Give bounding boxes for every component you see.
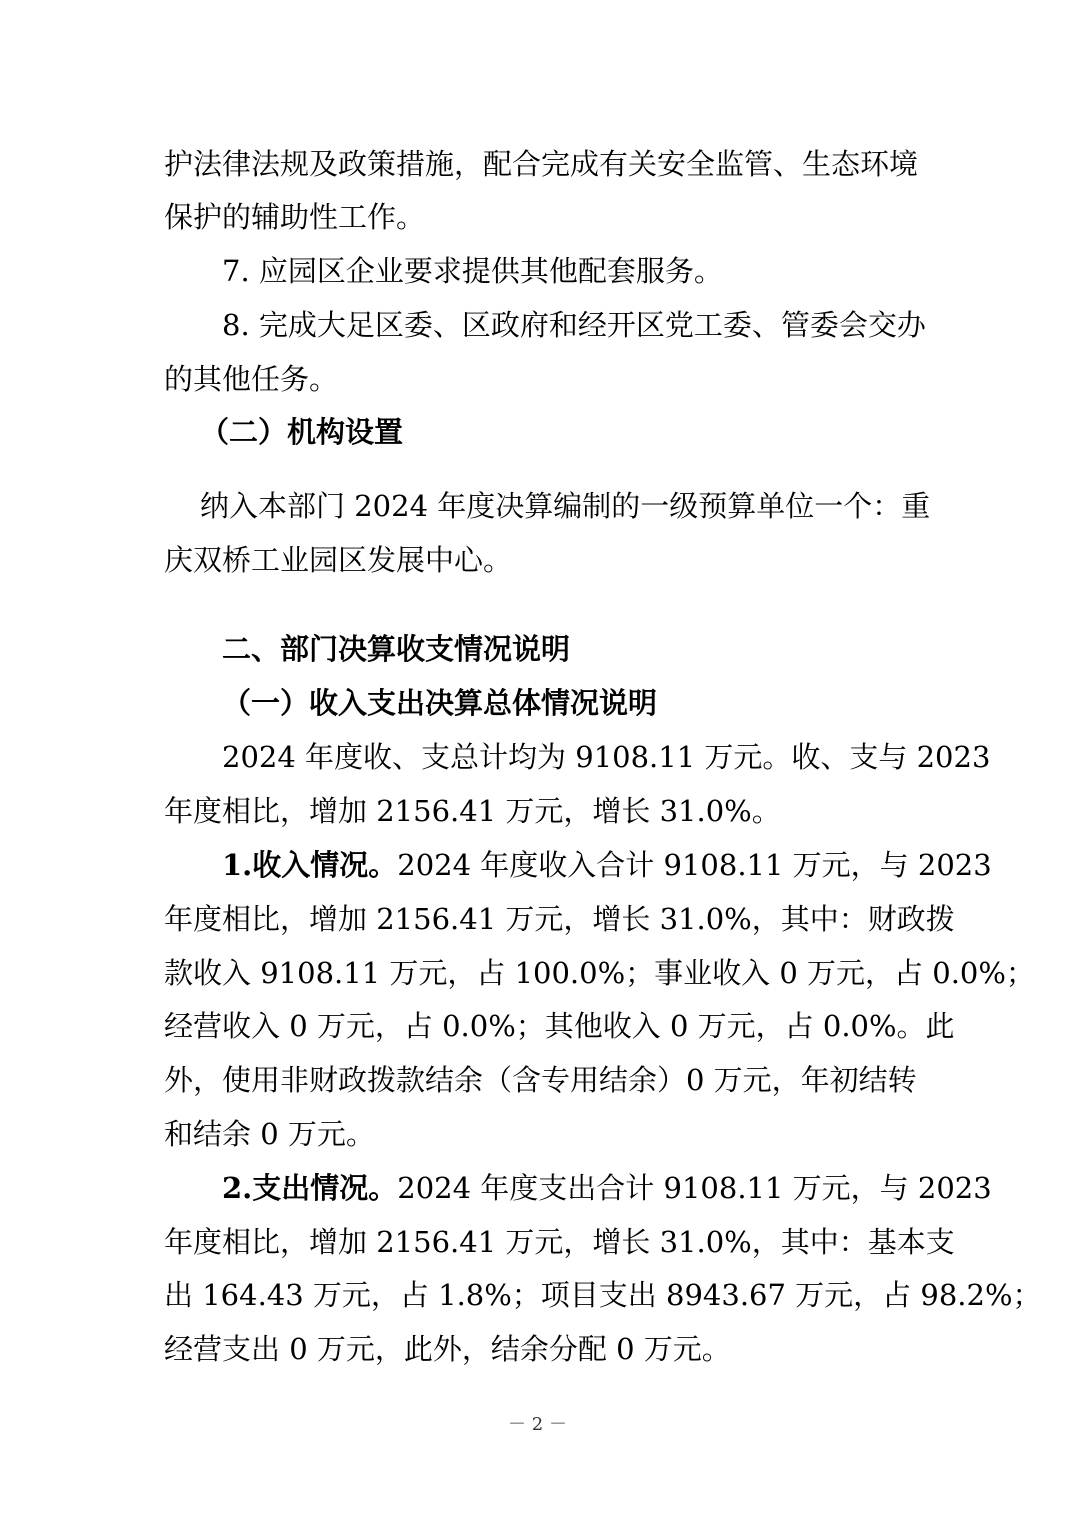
list-item-8: 8. 完成大足区委、区政府和经开区党工委、管委会交办 [222,308,926,342]
income-line [222,847,992,883]
paragraph-line: 庆双桥工业园区发展中心。 [164,543,513,577]
section-heading-org: （二）机构设置 [200,415,404,449]
section-heading-summary: （一）收入支出决算总体情况说明 [222,686,658,720]
paragraph-line: 和结余 0 万元。 [164,1117,375,1151]
paragraph-line: 年度相比，增加 2156.41 万元，增长 31.0%。 [164,794,781,828]
paragraph-line: 护法律法规及政策措施，配合完成有关安全监管、生态环境 [164,147,919,181]
expense-line [222,1170,992,1206]
chapter-heading: 二、部门决算收支情况说明 [222,632,571,666]
list-item-7: 7. 应园区企业要求提供其他配套服务。 [222,254,723,288]
paragraph-line: 出 164.43 万元，占 1.8%；项目支出 8943.67 万元，占 98.2%； [164,1278,1042,1312]
income-label: 1.收入情况。 [222,848,398,882]
paragraph-line: 的其他任务。 [164,362,339,396]
paragraph-line: 纳入本部门 2024 年度决算编制的一级预算单位一个：重 [200,489,931,523]
paragraph-line: 保护的辅助性工作。 [164,200,426,234]
paragraph-line: 2024 年度收、支总计均为 9108.11 万元。收、支与 2023 [222,740,991,774]
paragraph-line: 经营支出 0 万元，此外，结余分配 0 万元。 [164,1332,731,1366]
paragraph-line: 年度相比，增加 2156.41 万元，增长 31.0%，其中：基本支 [164,1225,955,1259]
paragraph-line: 外，使用非财政拨款结余（含专用结余）0 万元，年初结转 [164,1063,917,1097]
paragraph-line: 经营收入 0 万元，占 0.0%；其他收入 0 万元，占 0.0%。此 [164,1009,955,1043]
paragraph-line: 款收入 9108.11 万元，占 100.0%；事业收入 0 万元，占 0.0%； [164,956,1035,990]
paragraph-line: 年度相比，增加 2156.41 万元，增长 31.0%，其中：财政拨 [164,902,955,936]
paragraph-line: 2024 年度收入合计 9108.11 万元，与 2023 [397,848,992,882]
paragraph-line: 2024 年度支出合计 9108.11 万元，与 2023 [397,1171,992,1205]
page-number: － 2 － [508,1414,567,1435]
expense-label: 2.支出情况。 [222,1171,398,1205]
